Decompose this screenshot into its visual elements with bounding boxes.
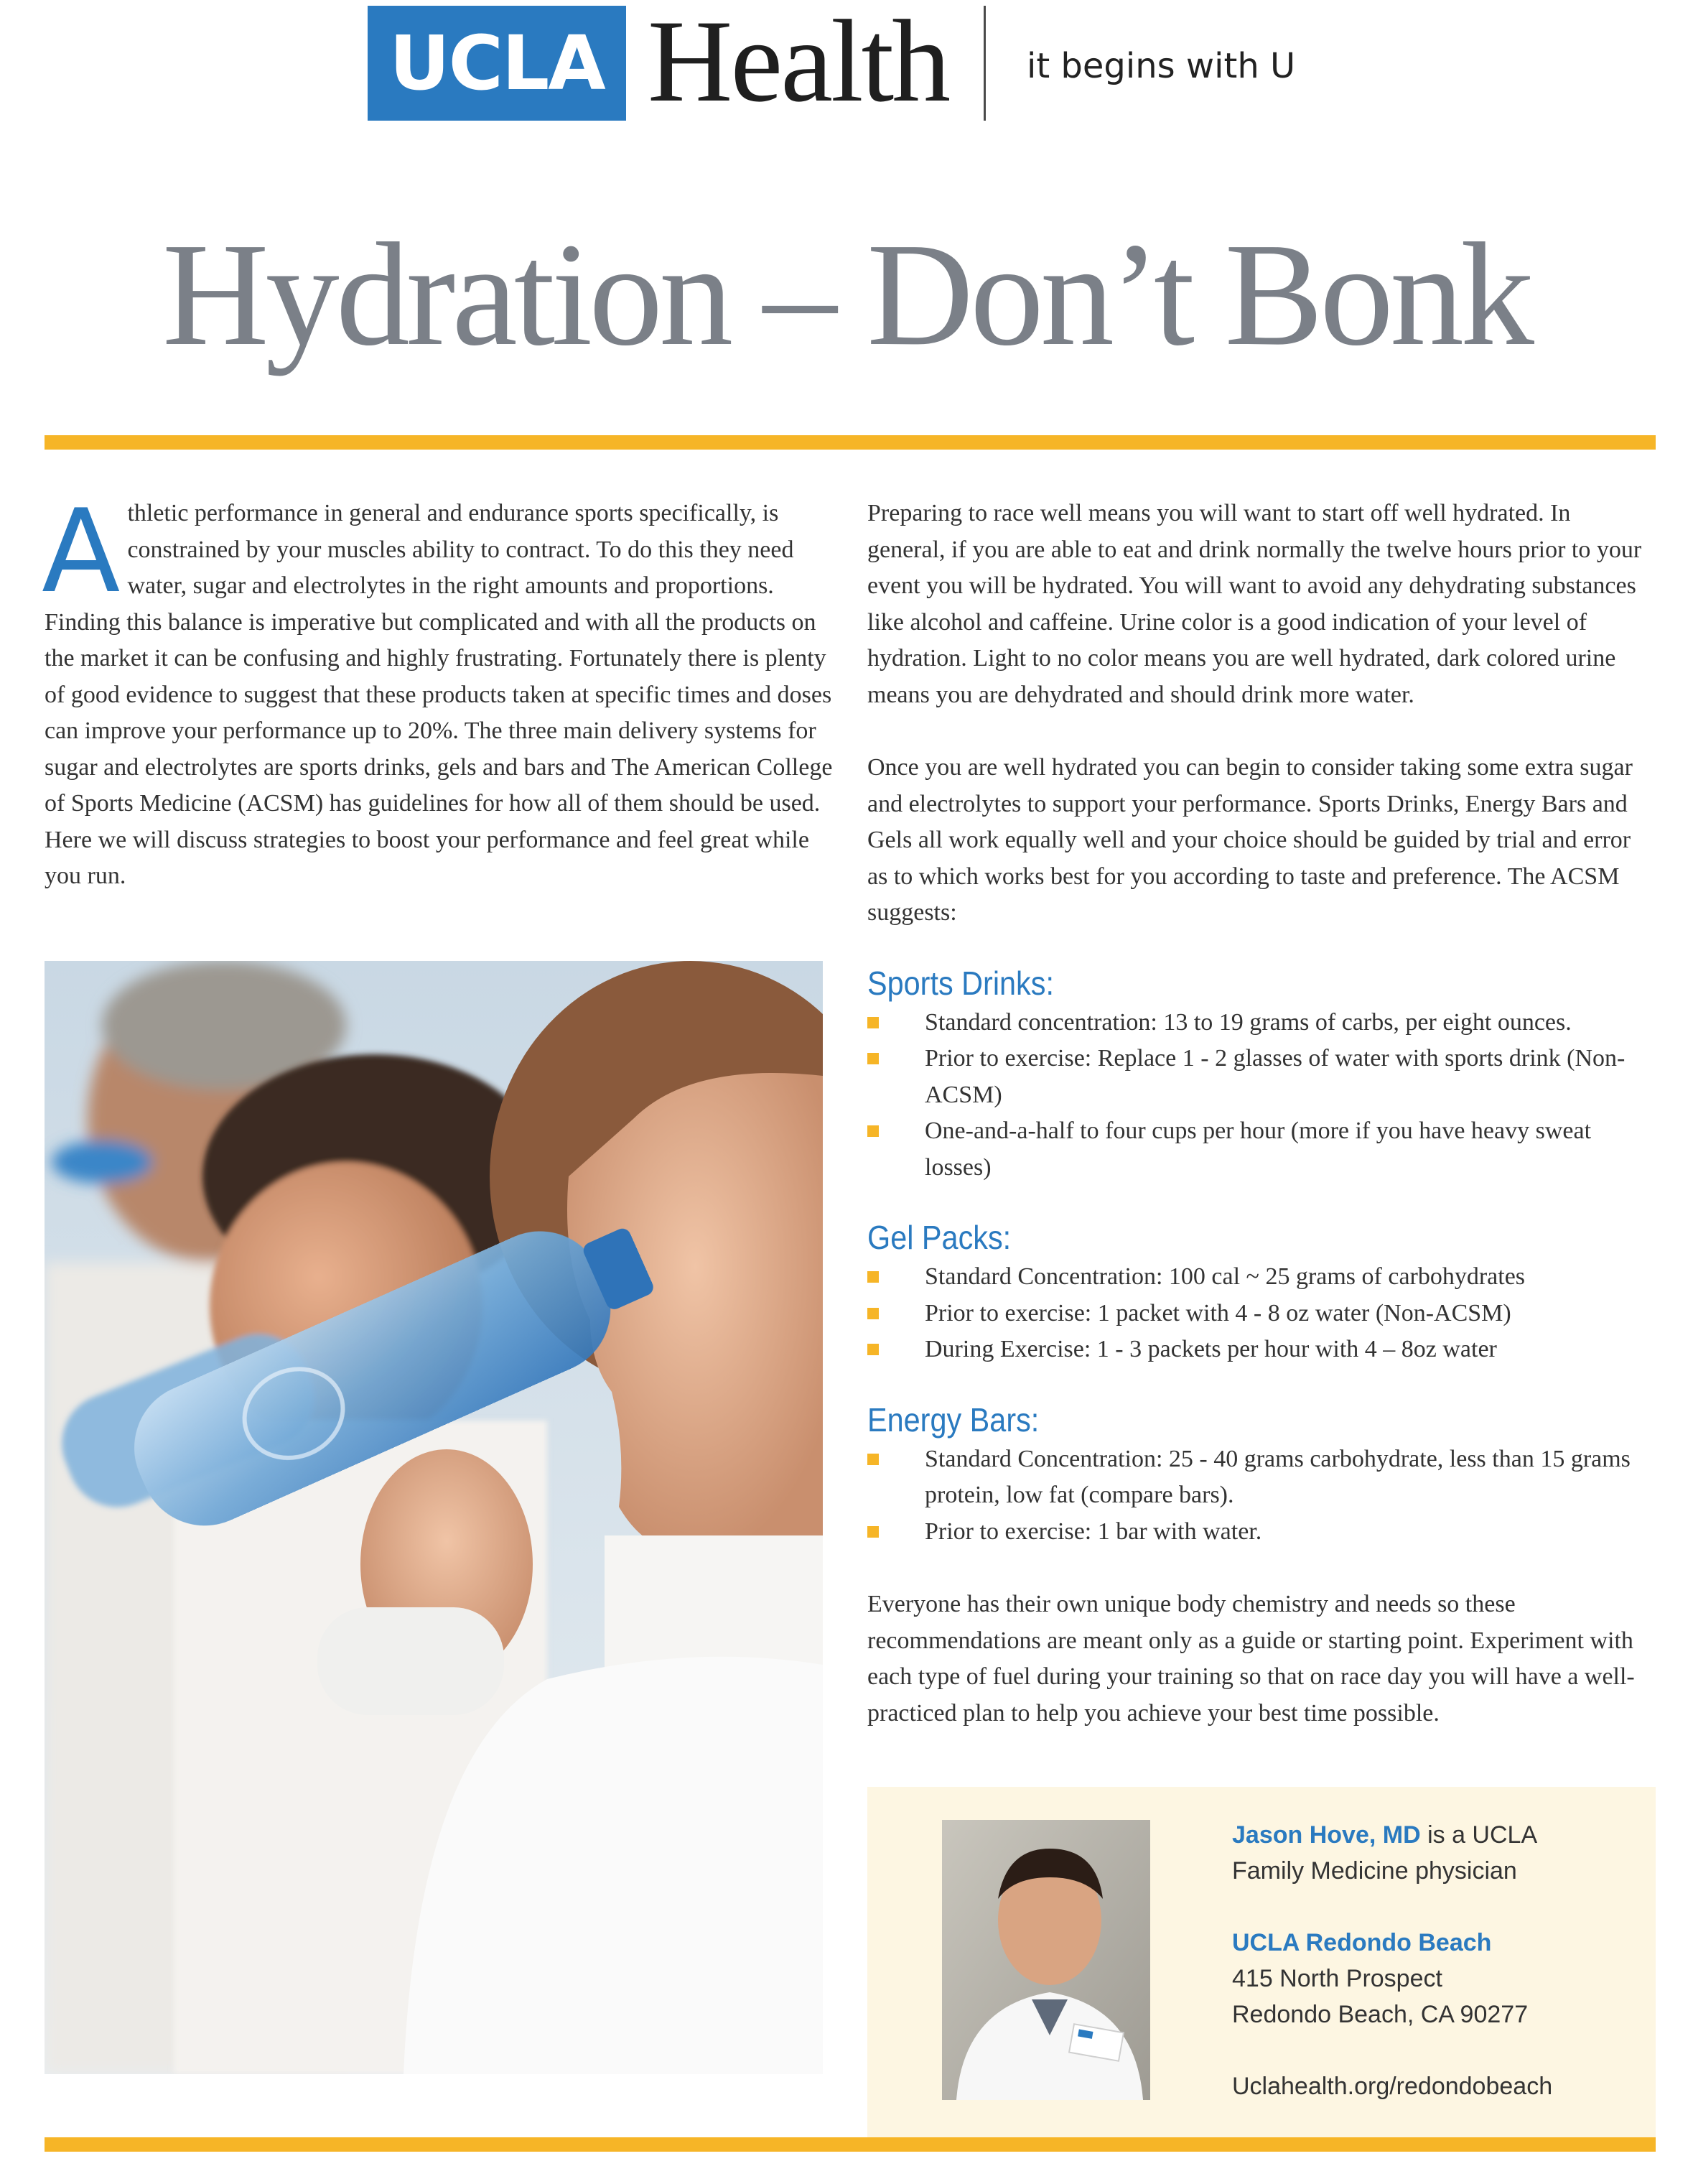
sports-drinks-heading: Sports Drinks: (867, 964, 1054, 1002)
square-bullet-icon (867, 1526, 879, 1538)
clinic-name: UCLA Redondo Beach (1232, 1929, 1492, 1956)
sports-drinks-list (867, 1005, 1654, 1186)
list-item-text: Prior to exercise: 1 bar with water. (925, 1518, 1262, 1545)
ucla-logo[interactable] (368, 6, 626, 121)
closing-paragraph: Everyone has their own unique body chemistry and needs so these recommendations are meant only as a guide or starting point. Experiment with each type of fuel during your training so that on race day you will have a well-practiced plan to help you achieve your best time possible. (867, 1591, 1635, 1727)
author-role-line1: is a UCLA (1420, 1821, 1538, 1849)
list-item (867, 1113, 1654, 1186)
author-name: Jason Hove, MD (1232, 1821, 1421, 1849)
acsm-intro-paragraph: Once you are well hydrated you can begin to consider taking some extra sugar and electrolytes to support your performance. Sports Drinks, Energy Bars and Gels all work equally well and your choice should be guided by trial and error as to which works best for you according to taste and preference. The ACSM suggests: (867, 754, 1633, 926)
list-item (867, 1005, 1654, 1041)
list-item-text: During Exercise: 1 - 3 packets per hour with 4 – 8oz water (925, 1336, 1497, 1362)
square-bullet-icon (867, 1017, 879, 1028)
energy-bars-heading: Energy Bars: (867, 1400, 1040, 1439)
square-bullet-icon (867, 1053, 879, 1064)
square-bullet-icon (867, 1454, 879, 1465)
address-line2: Redondo Beach, CA 90277 (1232, 2001, 1529, 2028)
list-item-text: Standard concentration: 13 to 19 grams of carbs, per eight ounces. (925, 1008, 1572, 1036)
photo-illustration (45, 961, 823, 2074)
hydration-paragraph: Preparing to race well means you will want to start off well hydrated. In general, if you are able to eat and drink normally the twelve hours prior to your event you will be hydrated. You will want to avoid any dehydrating substances like alcohol and caffeine. Urine color is a good indication of your level of hydration. Light to no color means you are well hydrated, dark colored urine means you are dehydrated and should drink more water. (867, 500, 1642, 708)
author-box (867, 1787, 1656, 2137)
logo-wordmark: Health (648, 0, 949, 126)
list-item (867, 1296, 1654, 1332)
header-divider (984, 6, 986, 121)
square-bullet-icon (867, 1271, 879, 1283)
intro-paragraph (42, 484, 849, 895)
author-role-line2: Family Medicine physician (1232, 1857, 1517, 1885)
website-link[interactable]: Uclahealth.org/redondobeach (1232, 2073, 1553, 2100)
top-divider-rule (45, 435, 1656, 450)
paragraph-spacer (867, 713, 1654, 750)
page-title: Hydration – Don’t Bonk (162, 212, 1531, 376)
energy-bars-list (867, 1441, 1654, 1551)
right-column (867, 496, 1654, 1732)
list-item-text: Prior to exercise: Replace 1 - 2 glasses of water with sports drink (Non-ACSM) (925, 1045, 1626, 1108)
gel-packs-list (867, 1259, 1654, 1368)
list-item-text: One-and-a-half to four cups per hour (more if you have heavy sweat losses) (925, 1117, 1592, 1181)
info-spacer (1232, 2032, 1634, 2068)
bottom-divider-rule (45, 2137, 1656, 2152)
square-bullet-icon (867, 1344, 879, 1355)
portrait-illustration (942, 1820, 1150, 2100)
list-item (867, 1041, 1654, 1113)
list-item (867, 1259, 1654, 1296)
list-item-text: Standard Concentration: 25 - 40 grams carbohydrate, less than 15 grams protein, low fat (compare bars). (925, 1445, 1631, 1508)
author-info (1232, 1817, 1634, 2104)
list-item (867, 1441, 1654, 1514)
paragraph-spacer (867, 1550, 1654, 1586)
info-spacer (1232, 1889, 1634, 1925)
list-item-text: Prior to exercise: 1 packet with 4 - 8 oz water (Non-ACSM) (925, 1299, 1511, 1326)
list-item-text: Standard Concentration: 100 cal ~ 25 grams of carbohydrates (925, 1263, 1526, 1290)
author-portrait (942, 1820, 1150, 2100)
drop-cap: A (42, 484, 121, 618)
square-bullet-icon (867, 1125, 879, 1137)
gel-packs-heading: Gel Packs: (867, 1219, 1012, 1256)
list-item (867, 1514, 1654, 1551)
address-line1: 415 North Prospect (1232, 1965, 1442, 1992)
author-title-line (1232, 1817, 1634, 1853)
list-item (867, 1332, 1654, 1368)
tagline: it begins with U (1027, 46, 1296, 86)
athletes-drinking-photo (45, 961, 823, 2074)
square-bullet-icon (867, 1308, 879, 1319)
intro-text: thletic performance in general and endurance sports specifically, is constrained by your muscles ability to contract. To do this they need water, sugar and electrolytes in the right amounts and proportions. Finding this balance is imperative but complicated and with all the products on the market it can be confusing and highly frustrating. Fortunately there is plenty of good evidence to suggest that these products taken at specific times and doses can improve your performance up to 20%. The three main delivery systems for sugar and electrolytes are sports drinks, gels and bars and The American College of Sports Medicine (ACSM) has guidelines for how all of them should be used. Here we will discuss strategies to boost your performance and feel great while you run. (45, 500, 833, 889)
logo-box-text: UCLA (389, 19, 605, 107)
